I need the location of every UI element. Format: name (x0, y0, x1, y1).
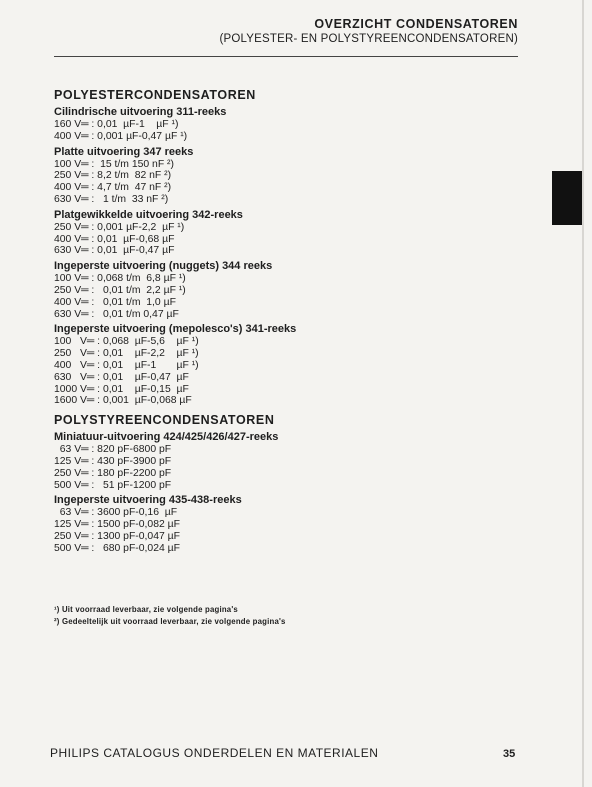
series-group (54, 322, 494, 407)
spec-line: 400 V═ : 0,001 µF-0,47 µF ¹) (54, 130, 188, 142)
spec-line: 400 V═ : 4,7 t/m 47 nF ²) (54, 182, 172, 194)
spec-line: 63 V═ : 820 pF-6800 pF (54, 444, 172, 456)
page-subtitle: (POLYESTER- EN POLYSTYREENCONDENSATOREN) (219, 33, 518, 45)
spec-line: 250 V═ : 0,01 µF-2,2 µF ¹) (54, 348, 199, 360)
spec-line: 500 V═ : 680 pF-0,024 µF (54, 542, 180, 554)
spec-line: 400 V═ : 0,01 µF-1 µF ¹) (54, 359, 199, 371)
section-title: POLYSTYREENCONDENSATOREN (54, 413, 275, 428)
spec-line: 630 V═ : 0,01 µF-0,47 µF (54, 371, 189, 383)
spec-line: 630 V═ : 0,01 µF-0,47 µF (54, 245, 175, 257)
page-header (219, 17, 518, 47)
series-group (54, 493, 494, 554)
series-title: Platte uitvoering 347 reeks (54, 145, 194, 158)
footnotes (54, 604, 286, 628)
spec-line: 100 V═ : 0,068 µF-5,6 µF ¹) (54, 336, 199, 348)
series-title: Ingeperste uitvoering (nuggets) 344 reeks (54, 260, 273, 273)
series-group (54, 259, 494, 320)
page-title: OVERZICHT CONDENSATOREN (314, 17, 518, 31)
section-polystyrene (54, 413, 494, 554)
section-polyester (54, 88, 494, 407)
spec-line: 125 V═ : 430 pF-3900 pF (54, 455, 172, 467)
spec-line: 630 V═ : 1 t/m 33 nF ²) (54, 193, 169, 205)
spec-line: 400 V═ : 0,01 µF-0,68 µF (54, 233, 175, 245)
series-group (54, 145, 494, 206)
spec-line: 125 V═ : 1500 pF-0,082 µF (54, 519, 180, 531)
spec-line: 250 V═ : 1300 pF-0,047 µF (54, 530, 180, 542)
spec-line: 1000 V═ : 0,01 µF-0,15 µF (54, 383, 189, 395)
series-title: Ingeperste uitvoering 435-438-reeks (54, 494, 242, 507)
spec-line: 250 V═ : 180 pF-2200 pF (54, 467, 172, 479)
spec-line: 100 V═ : 15 t/m 150 nF ²) (54, 158, 174, 170)
spec-line: 1600 V═ : 0,001 µF-0,068 µF (54, 395, 192, 407)
footnote: ¹) Uit voorraad leverbaar, zie volgende pagina's (54, 605, 238, 614)
spec-line: 250 V═ : 0,01 t/m 2,2 µF ¹) (54, 284, 186, 296)
section-title: POLYESTERCONDENSATOREN (54, 88, 256, 102)
spec-line: 500 V═ : 51 pF-1200 pF (54, 479, 172, 491)
series-title: Ingeperste uitvoering (mepolesco's) 341-reeks (54, 323, 297, 336)
spec-line: 100 V═ : 0,068 t/m 6,8 µF ¹) (54, 273, 186, 285)
spec-line: 160 V═ : 0,01 µF-1 µF ¹) (54, 119, 179, 130)
series-title: Cilindrische uitvoering 311-reeks (54, 106, 227, 118)
spec-line: 250 V═ : 8,2 t/m 82 nF ²) (54, 170, 172, 182)
footer-catalog-title: PHILIPS CATALOGUS ONDERDELEN EN MATERIALEN (50, 746, 379, 760)
series-title: Miniatuur-uitvoering 424/425/426/427-reeks (54, 431, 279, 444)
series-group (54, 105, 494, 143)
spec-line: 400 V═ : 0,01 t/m 1,0 µF (54, 296, 176, 308)
series-group (54, 208, 494, 257)
spec-line: 63 V═ : 3600 pF-0,16 µF (54, 507, 178, 519)
series-group (54, 430, 494, 491)
page-number: 35 (503, 748, 516, 760)
series-title: Platgewikkelde uitvoering 342-reeks (54, 208, 243, 221)
catalog-content (54, 88, 494, 555)
spec-line: 250 V═ : 0,001 µF-2,2 µF ¹) (54, 221, 185, 233)
spec-line: 630 V═ : 0,01 t/m 0,47 µF (54, 308, 179, 320)
page-edge (582, 0, 584, 787)
thumb-index-tab (552, 171, 582, 225)
header-divider (54, 56, 518, 57)
footnote: ²) Gedeeltelijk uit voorraad leverbaar, zie volgende pagina's (54, 617, 286, 626)
